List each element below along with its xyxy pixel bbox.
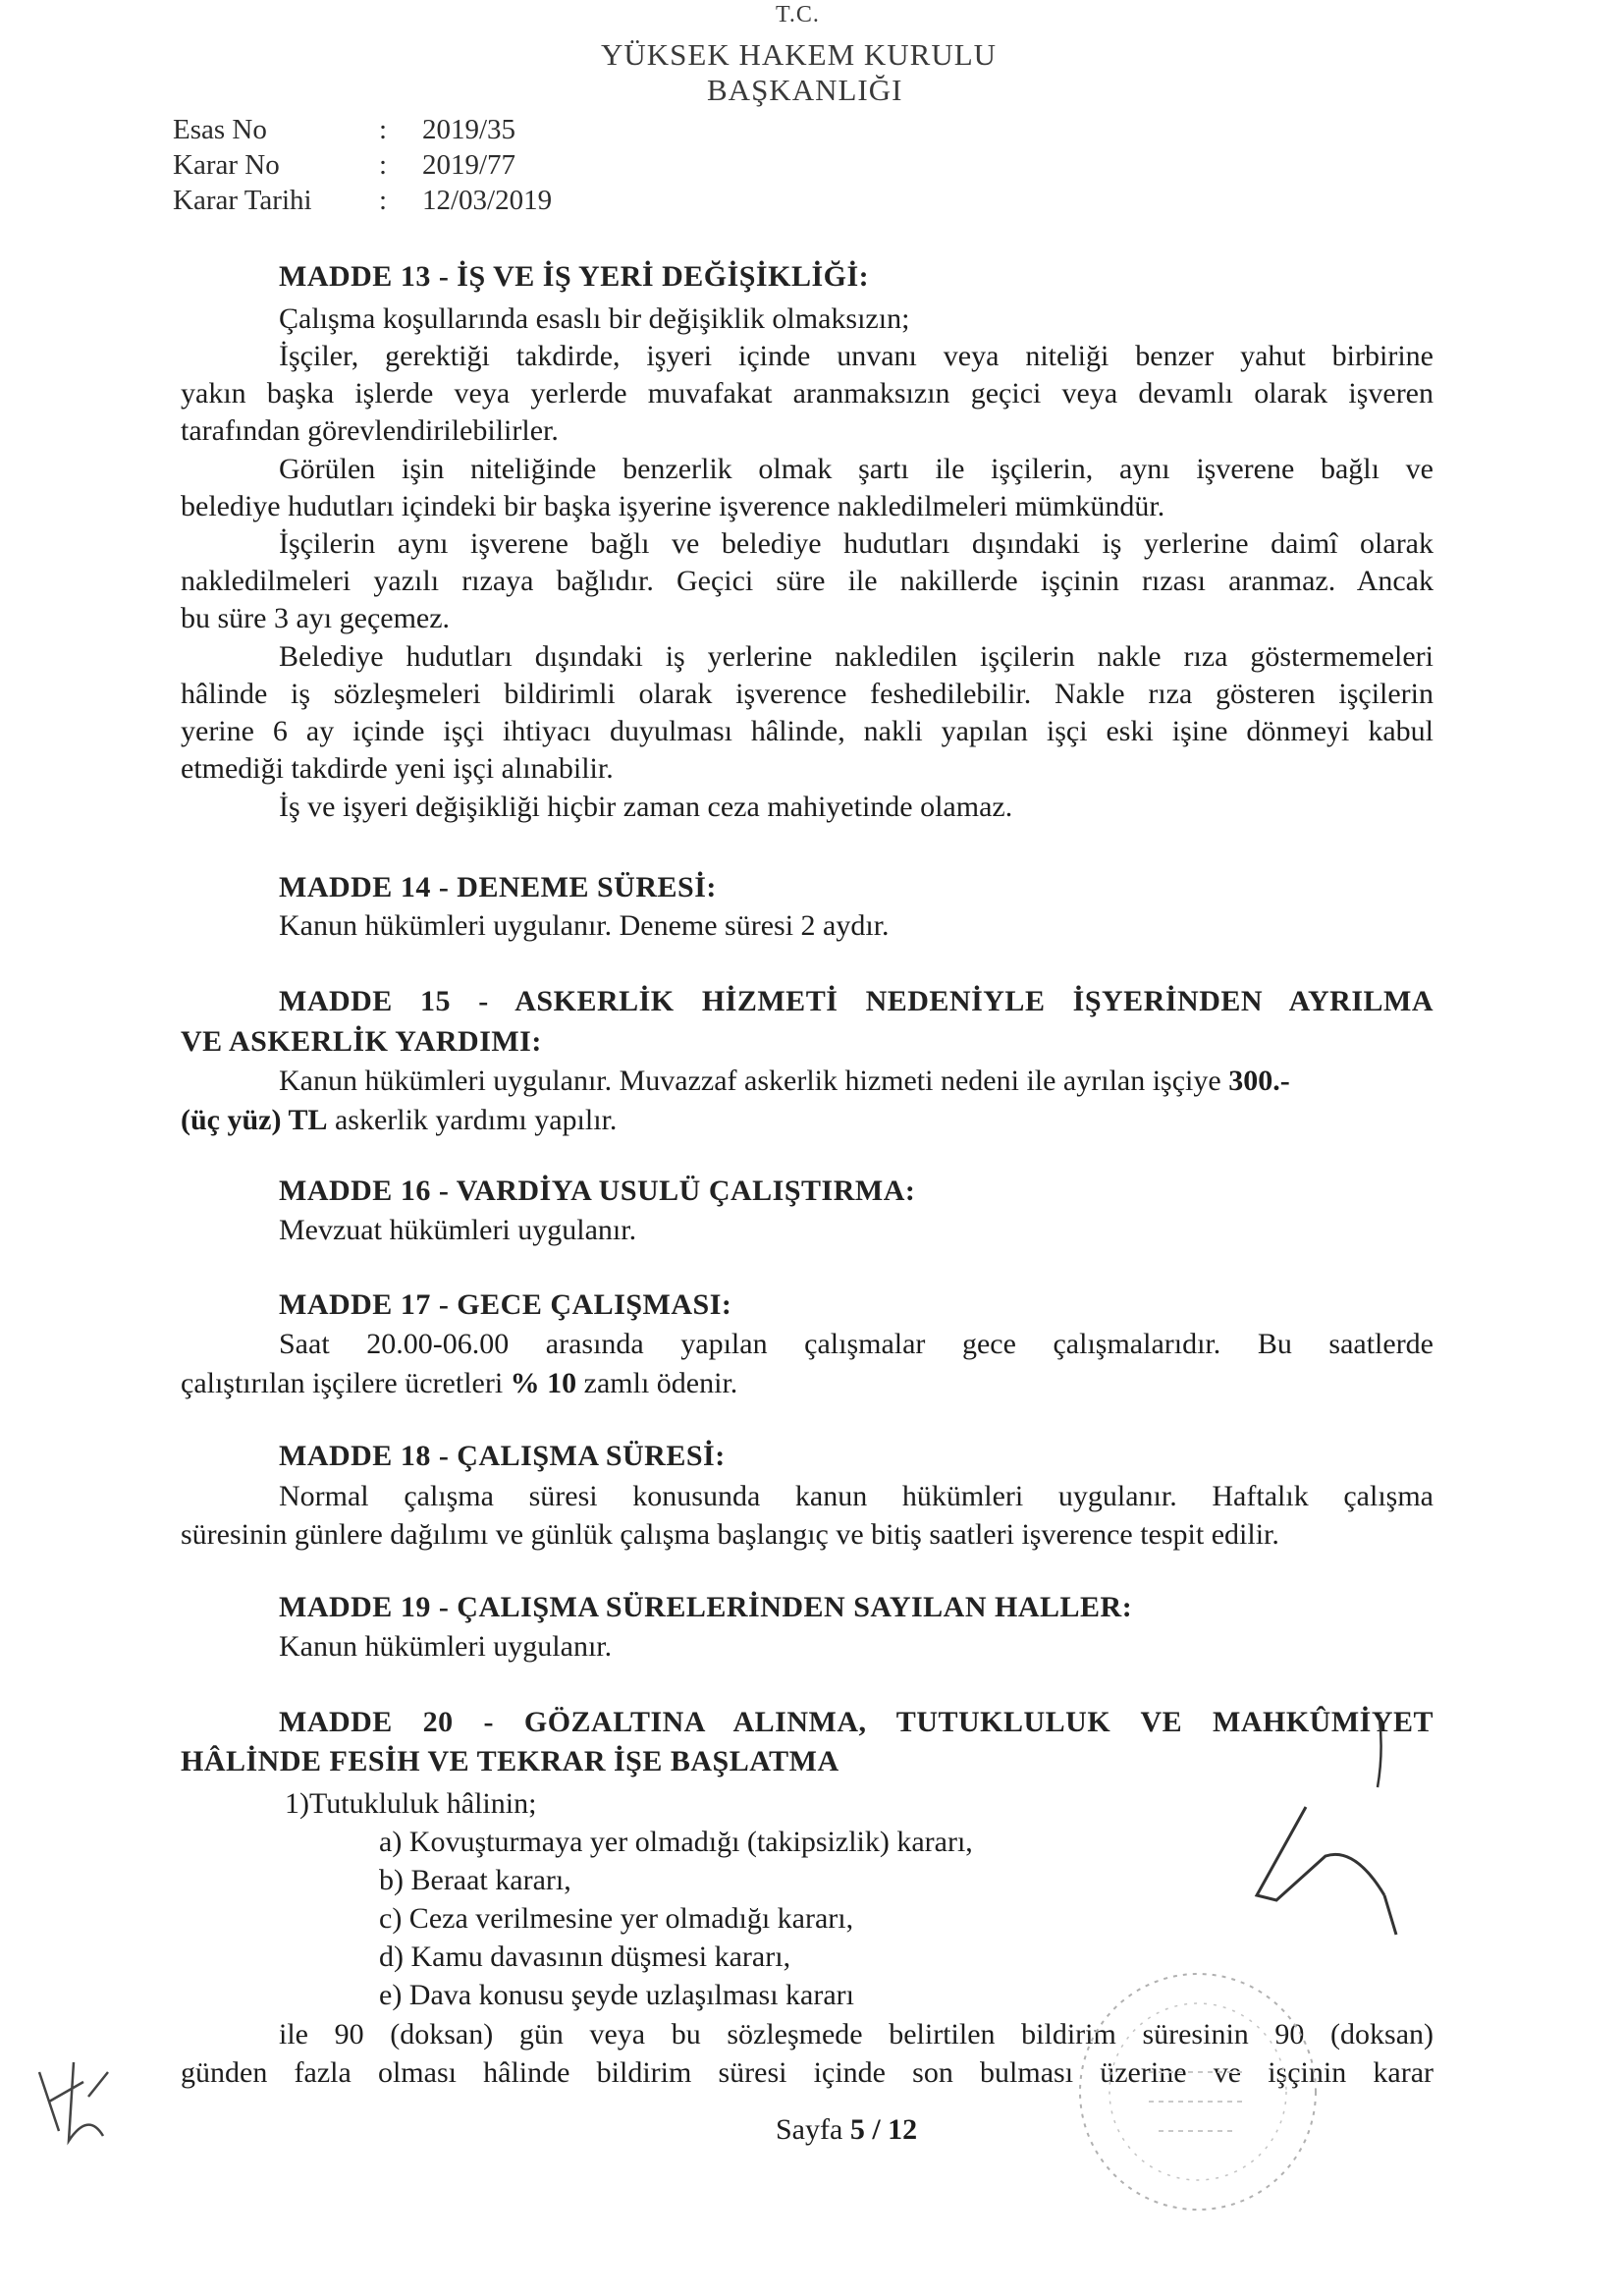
m18-line: süresinin günlere dağılımı ve günlük çalışma başlangıç ve bitiş saatleri işverence tespit edilir. — [181, 1518, 1279, 1551]
m13-line: Görülen işin niteliğinde benzerlik olmak şartı ile işçilerin, aynı işverene bağlı ve — [279, 453, 1434, 485]
m15-amount-words: (üç yüz) TL — [181, 1104, 328, 1136]
esas-value: 2019/35 — [422, 114, 516, 145]
m13-line: İşçiler, gerektiği takdirde, işyeri içinde unvanı veya niteliği benzer yahut birbirine — [279, 340, 1434, 372]
esas-sep: : — [379, 114, 388, 145]
m15-line — [279, 1065, 1290, 1098]
m13-line: belediye hudutları içindeki bir başka işyerine işverence nakledilmeleri mümkündür. — [181, 490, 1165, 522]
m20-item-d: d) Kamu davasının düşmesi kararı, — [379, 1941, 791, 1973]
karar-value: 2019/77 — [422, 149, 516, 181]
m19-heading: MADDE 19 - ÇALIŞMA SÜRELERİNDEN SAYILAN HALLER: — [279, 1591, 1133, 1623]
m20-item-e: e) Dava konusu şeyde uzlaşılması kararı — [379, 1979, 854, 2011]
m20-heading-cont: HÂLİNDE FESİH VE TEKRAR İŞE BAŞLATMA — [181, 1745, 839, 1777]
m13-line: etmediği takdirde yeni işçi alınabilir. — [181, 752, 614, 785]
m14-line: Kanun hükümleri uygulanır. Deneme süresi 2 aydır. — [279, 909, 890, 942]
tarih-value: 12/03/2019 — [422, 185, 553, 216]
m13-line: yerine 6 ay içinde işçi ihtiyacı duyulması hâlinde, nakli yapılan işçi eski işine dönmeyi kabul — [181, 715, 1434, 747]
m13-line: İşçilerin aynı işverene bağlı ve belediye hudutları dışındaki iş yerlerine daimî olarak — [279, 527, 1434, 560]
m17-heading: MADDE 17 - GECE ÇALIŞMASI: — [279, 1288, 732, 1321]
m15-line — [181, 1104, 617, 1137]
m17-text: çalıştırılan işçilere ücretleri — [181, 1367, 511, 1399]
m16-heading: MADDE 16 - VARDİYA USULÜ ÇALIŞTIRMA: — [279, 1175, 916, 1207]
m13-line: nakledilmeleri yazılı rızaya bağlıdır. Geçici süre ile nakillerde işçinin rızası aranmaz. Ancak — [181, 565, 1434, 597]
m13-line: hâlinde iş sözleşmeleri bildirimli olarak işverence feshedilebilir. Nakle rıza gösteren işçilerin — [181, 678, 1434, 710]
m15-text: Kanun hükümleri uygulanır. Muvazzaf askerlik hizmeti nedeni ile ayrılan işçiye — [279, 1065, 1229, 1097]
m20-line: günden fazla olması hâlinde bildirim süresi içinde son bulması üzerine ve işçinin karar — [181, 2056, 1434, 2089]
m13-line: tarafından görevlendirilebilirler. — [181, 414, 559, 447]
page-total: 12 — [888, 2113, 918, 2146]
signature-icon — [29, 2043, 118, 2151]
m20-intro: 1)Tutukluluk hâlinin; — [285, 1787, 537, 1820]
margin-mark-icon — [1370, 1714, 1399, 1792]
header-fragment: T.C. — [776, 2, 820, 27]
m18-heading: MADDE 18 - ÇALIŞMA SÜRESİ: — [279, 1440, 726, 1472]
stamp-icon — [1041, 1954, 1355, 2229]
m15-text: askerlik yardımı yapılır. — [327, 1104, 618, 1136]
page-number — [776, 2113, 917, 2147]
karar-label: Karar No — [173, 149, 280, 181]
m17-line: Saat 20.00-06.00 arasında yapılan çalışmalar gece çalışmalarıdır. Bu saatlerde — [279, 1328, 1434, 1360]
m16-line: Mevzuat hükümleri uygulanır. — [279, 1214, 637, 1246]
m20-item-a: a) Kovuşturmaya yer olmadığı (takipsizlik) kararı, — [379, 1826, 973, 1858]
m20-line: ile 90 (doksan) gün veya bu sözleşmede belirtilen bildirim süresinin 90 (doksan) — [279, 2018, 1434, 2050]
karar-sep: : — [379, 149, 388, 181]
m13-line: Belediye hudutları dışındaki iş yerlerine nakledilen işçilerin nakle rıza göstermemeleri — [279, 640, 1434, 673]
m15-amount: 300.- — [1228, 1065, 1290, 1097]
m17-percent: % 10 — [510, 1367, 577, 1399]
m20-item-b: b) Beraat kararı, — [379, 1864, 571, 1896]
m13-line: bu süre 3 ayı geçemez. — [181, 602, 451, 634]
office-title: BAŞKANLIĞI — [707, 73, 903, 107]
m15-heading: MADDE 15 - ASKERLİK HİZMETİ NEDENİYLE İŞYERİNDEN AYRILMA — [279, 985, 1434, 1017]
m15-heading-cont: VE ASKERLİK YARDIMI: — [181, 1025, 542, 1058]
m19-line: Kanun hükümleri uygulanır. — [279, 1630, 613, 1663]
esas-label: Esas No — [173, 114, 267, 145]
handwritten-initial-icon — [1237, 1787, 1414, 1954]
m13-line: İş ve işyeri değişikliği hiçbir zaman ceza mahiyetinde olamaz. — [279, 791, 1013, 823]
m13-line: yakın başka işlerde veya yerlerde muvafakat aranmaksızın geçici veya devamlı olarak işveren — [181, 377, 1434, 410]
tarih-sep: : — [379, 185, 388, 216]
m20-item-c: c) Ceza verilmesine yer olmadığı kararı, — [379, 1902, 854, 1935]
m13-line: Çalışma koşullarında esaslı bir değişiklik olmaksızın; — [279, 302, 910, 335]
m13-heading: MADDE 13 - İŞ VE İŞ YERİ DEĞİŞİKLİĞİ: — [279, 260, 870, 293]
tarih-label: Karar Tarihi — [173, 185, 312, 216]
page-current: 5 — [849, 2113, 865, 2146]
m14-heading: MADDE 14 - DENEME SÜRESİ: — [279, 871, 717, 903]
m20-heading: MADDE 20 - GÖZALTINA ALINMA, TUTUKLULUK VE MAHKÛMİYET — [279, 1706, 1434, 1738]
m17-text: zamlı ödenir. — [576, 1367, 738, 1399]
page-prefix: Sayfa — [776, 2113, 850, 2146]
m17-line — [181, 1367, 737, 1400]
page-sep: / — [864, 2113, 889, 2146]
institution-title: YÜKSEK HAKEM KURULU — [601, 37, 998, 72]
m18-line: Normal çalışma süresi konusunda kanun hükümleri uygulanır. Haftalık çalışma — [279, 1480, 1434, 1512]
